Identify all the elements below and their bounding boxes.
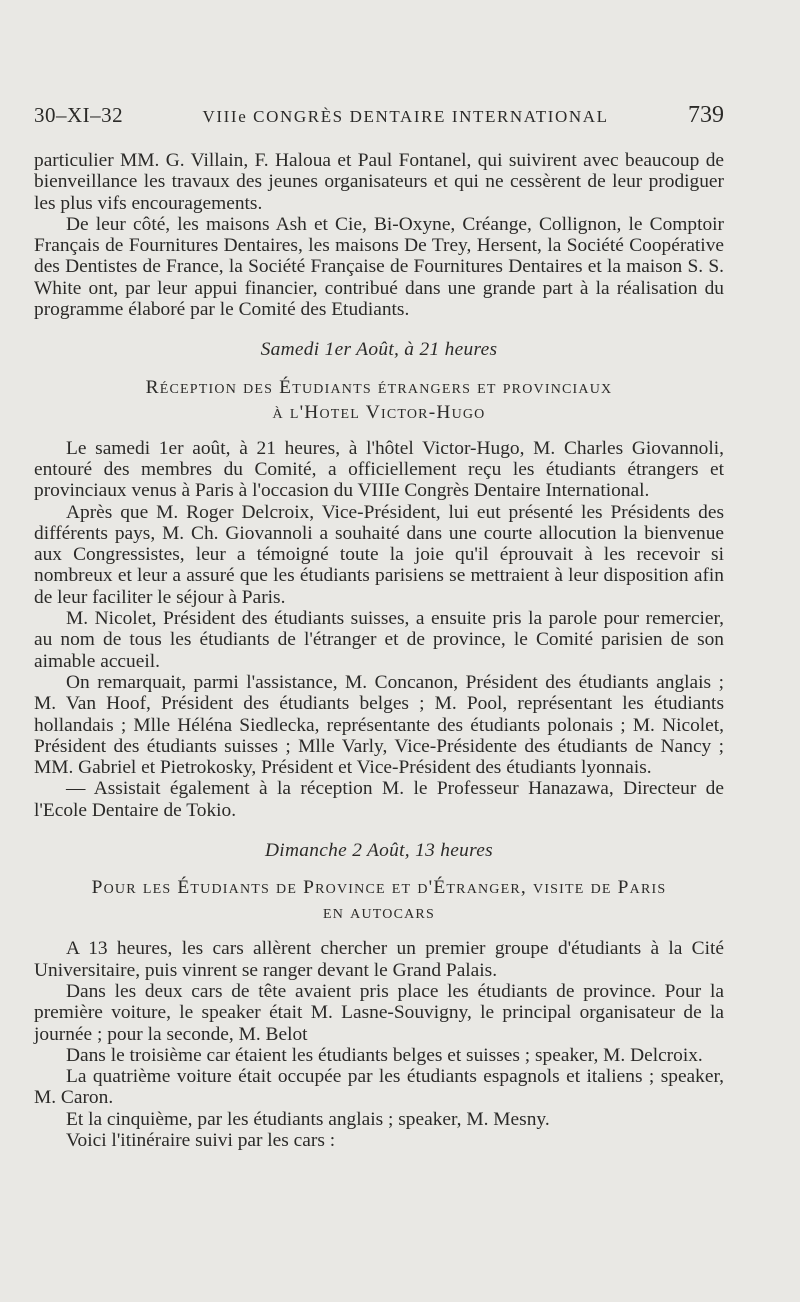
paragraph: Après que M. Roger Delcroix, Vice-Président, lui eut présenté les Présidents des différents pays, M. Ch. Giovannoli a souhaité dans une courte allocution la bienvenue aux Congressistes, leur a témoigné toute la joie qu'il éprouvait à les recevoir si nombreux et leur a assuré que les étudiants parisiens se mettraient à leur disposition afin de leur faciliter le séjour à Paris. xyxy=(34,501,724,608)
paragraph: De leur côté, les maisons Ash et Cie, Bi-Oxyne, Créange, Collignon, le Comptoir Français de Fournitures Dentaires, les maisons De Trey, Hersent, la Société Coopérative des Dentistes de France, la Société Française de Fournitures Dentaires et la maison S. S. White ont, par leur appui financier, contribué dans une grande part à la réalisation du programme élaboré par le Comité des Etudiants. xyxy=(34,213,724,321)
section-title xyxy=(34,375,724,425)
running-header xyxy=(34,102,724,129)
section-title-line: en autocars xyxy=(323,902,435,924)
section-date: Dimanche 2 Août, 13 heures xyxy=(264,840,494,862)
paragraph: On remarquait, parmi l'assistance, M. Concanon, Président des étudiants anglais ; M. Van Hoof, Président des étudiants belges ; M. Pool, représentant les étudiants hollandais ; Mlle Héléna Siedlecka, représentante des étudiants polonais ; M. Nicolet, Président des étudiants suisses ; Mlle Varly, Vice-Présidente des étudiants de Nancy ; MM. Gabriel et Pietrokosky, Président et Vice-Président des étudiants lyonnais. xyxy=(34,671,724,779)
paragraph: Le samedi 1er août, à 21 heures, à l'hôtel Victor-Hugo, M. Charles Giovannoli, entouré des membres du Comité, a officiellement reçu les étudiants étrangers et provinciaux venus à Paris à l'occasion du VIIIe Congrès Dentaire International. xyxy=(34,437,724,502)
paragraph: La quatrième voiture était occupée par les étudiants espagnols et italiens ; speaker, M. Caron. xyxy=(34,1066,724,1109)
paragraph: M. Nicolet, Président des étudiants suisses, a ensuite pris la parole pour remercier, au nom de tous les étudiants de l'étranger et de province, le Comité parisien de son aimable accueil. xyxy=(34,608,724,672)
section-title xyxy=(34,875,724,925)
page-body xyxy=(34,150,724,1151)
paragraph: Dans le troisième car étaient les étudiants belges et suisses ; speaker, M. Delcroix. xyxy=(66,1044,703,1066)
paragraph: A 13 heures, les cars allèrent chercher un premier groupe d'étudiants à la Cité Universitaire, puis vinrent se ranger devant le Grand Palais. xyxy=(34,938,724,981)
section-date: Samedi 1er Août, à 21 heures xyxy=(260,339,498,361)
section-title-line: Pour les Étudiants de Province et d'Étranger, visite de Paris xyxy=(91,877,667,899)
paragraph: particulier MM. G. Villain, F. Haloua et Paul Fontanel, qui suivirent avec beaucoup de bienveillance les travaux des jeunes organisateurs et qui ne cessèrent de leur prodiguer les plus vifs encouragements. xyxy=(34,150,724,214)
section-title-line: à l'Hotel Victor-Hugo xyxy=(272,401,486,423)
section-title-line: Réception des Étudiants étrangers et provinciaux xyxy=(145,376,613,398)
paragraph: Dans les deux cars de tête avaient pris place les étudiants de province. Pour la première voiture, le speaker était M. Lasne-Souvigny, le principal organisateur de la journée ; pour la seconde, M. Belot xyxy=(34,980,724,1045)
paragraph: — Assistait également à la réception M. le Professeur Hanazawa, Directeur de l'Ecole Dentaire de Tokio. xyxy=(34,778,724,821)
header-title: VIIIe CONGRÈS DENTAIRE INTERNATIONAL xyxy=(202,107,609,126)
paragraph: Voici l'itinéraire suivi par les cars : xyxy=(66,1129,336,1151)
page-number: 739 xyxy=(688,102,724,128)
paragraph: Et la cinquième, par les étudiants anglais ; speaker, M. Mesny. xyxy=(66,1108,550,1130)
header-date: 30–XI–32 xyxy=(34,103,124,127)
